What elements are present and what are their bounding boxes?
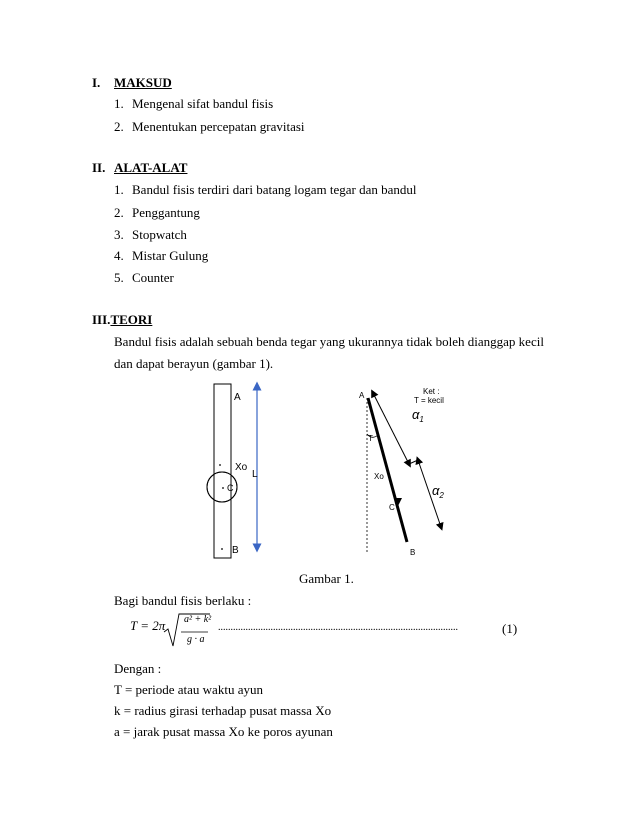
label-xo: Xo <box>374 472 384 481</box>
formula-leader-dots: ................................................................................................ <box>218 622 458 633</box>
list-text: Counter <box>132 270 174 285</box>
alpha2-label: $\alpha_2$ <box>432 483 444 500</box>
ket-label: Ket : <box>423 387 440 396</box>
tilted-rod <box>368 398 407 542</box>
figure-caption: Gambar 1. <box>299 571 354 586</box>
list-number: 1. <box>114 182 124 197</box>
xo-point <box>219 464 221 466</box>
section-number: I. <box>92 75 101 90</box>
paragraph-line: dan dapat berayun (gambar 1). <box>114 356 274 371</box>
section-number: III. <box>92 312 111 327</box>
tick-mark <box>409 460 418 464</box>
section-title: ALAT-ALAT <box>114 160 188 175</box>
right-pendulum-diagram <box>359 387 444 557</box>
list-number: 2. <box>114 205 124 220</box>
ket-note: T = kecil <box>414 396 444 405</box>
formula-lhs: T = 2π <box>130 618 166 633</box>
alpha1-label: $\alpha_1$ <box>412 407 424 424</box>
label-t: T <box>368 434 373 443</box>
formula-intro: Bagi bandul fisis berlaku : <box>114 593 252 608</box>
c-point <box>222 487 224 489</box>
list-text: Bandul fisis terdiri dari batang logam tegar dan bandul <box>132 182 417 197</box>
label-c: C <box>389 503 395 512</box>
list-text: Penggantung <box>132 205 200 220</box>
formula-numerator: a² + k² <box>184 614 212 625</box>
list-number: 4. <box>114 248 124 263</box>
label-a: A <box>234 392 241 403</box>
pendulum-rod <box>214 384 231 558</box>
paragraph-line: Bandul fisis adalah sebuah benda tegar yang ukurannya tidak boleh dianggap kecil <box>114 334 544 349</box>
b-point <box>221 548 223 550</box>
section-title: TEORI <box>110 312 153 327</box>
list-text: Mistar Gulung <box>132 248 209 263</box>
definitions-heading: Dengan : <box>114 661 162 676</box>
list-text: Mengenal sifat bandul fisis <box>132 96 274 111</box>
section-number: II. <box>92 160 106 175</box>
label-b: B <box>232 545 239 556</box>
label-b: B <box>410 548 416 557</box>
equation-number: (1) <box>502 621 518 636</box>
section-title: MAKSUD <box>114 75 172 90</box>
left-pendulum-diagram <box>207 384 258 558</box>
alpha1-arrow <box>373 393 409 464</box>
list-text: Menentukan percepatan gravitasi <box>132 119 305 134</box>
list-number: 5. <box>114 270 124 285</box>
label-xo: Xo <box>235 462 248 473</box>
definition-line: T = periode atau waktu ayun <box>114 682 263 697</box>
label-c: C <box>227 483 234 493</box>
label-l: L <box>252 469 258 480</box>
list-number: 3. <box>114 227 124 242</box>
list-text: Stopwatch <box>132 227 187 242</box>
list-number: 2. <box>114 119 124 134</box>
definition-line: k = radius girasi terhadap pusat massa Xo <box>114 703 332 718</box>
label-a: A <box>359 391 365 400</box>
list-number: 1. <box>114 96 124 111</box>
definition-line: a = jarak pusat massa Xo ke poros ayunan <box>114 724 333 739</box>
formula-denominator: g · a <box>187 634 205 645</box>
